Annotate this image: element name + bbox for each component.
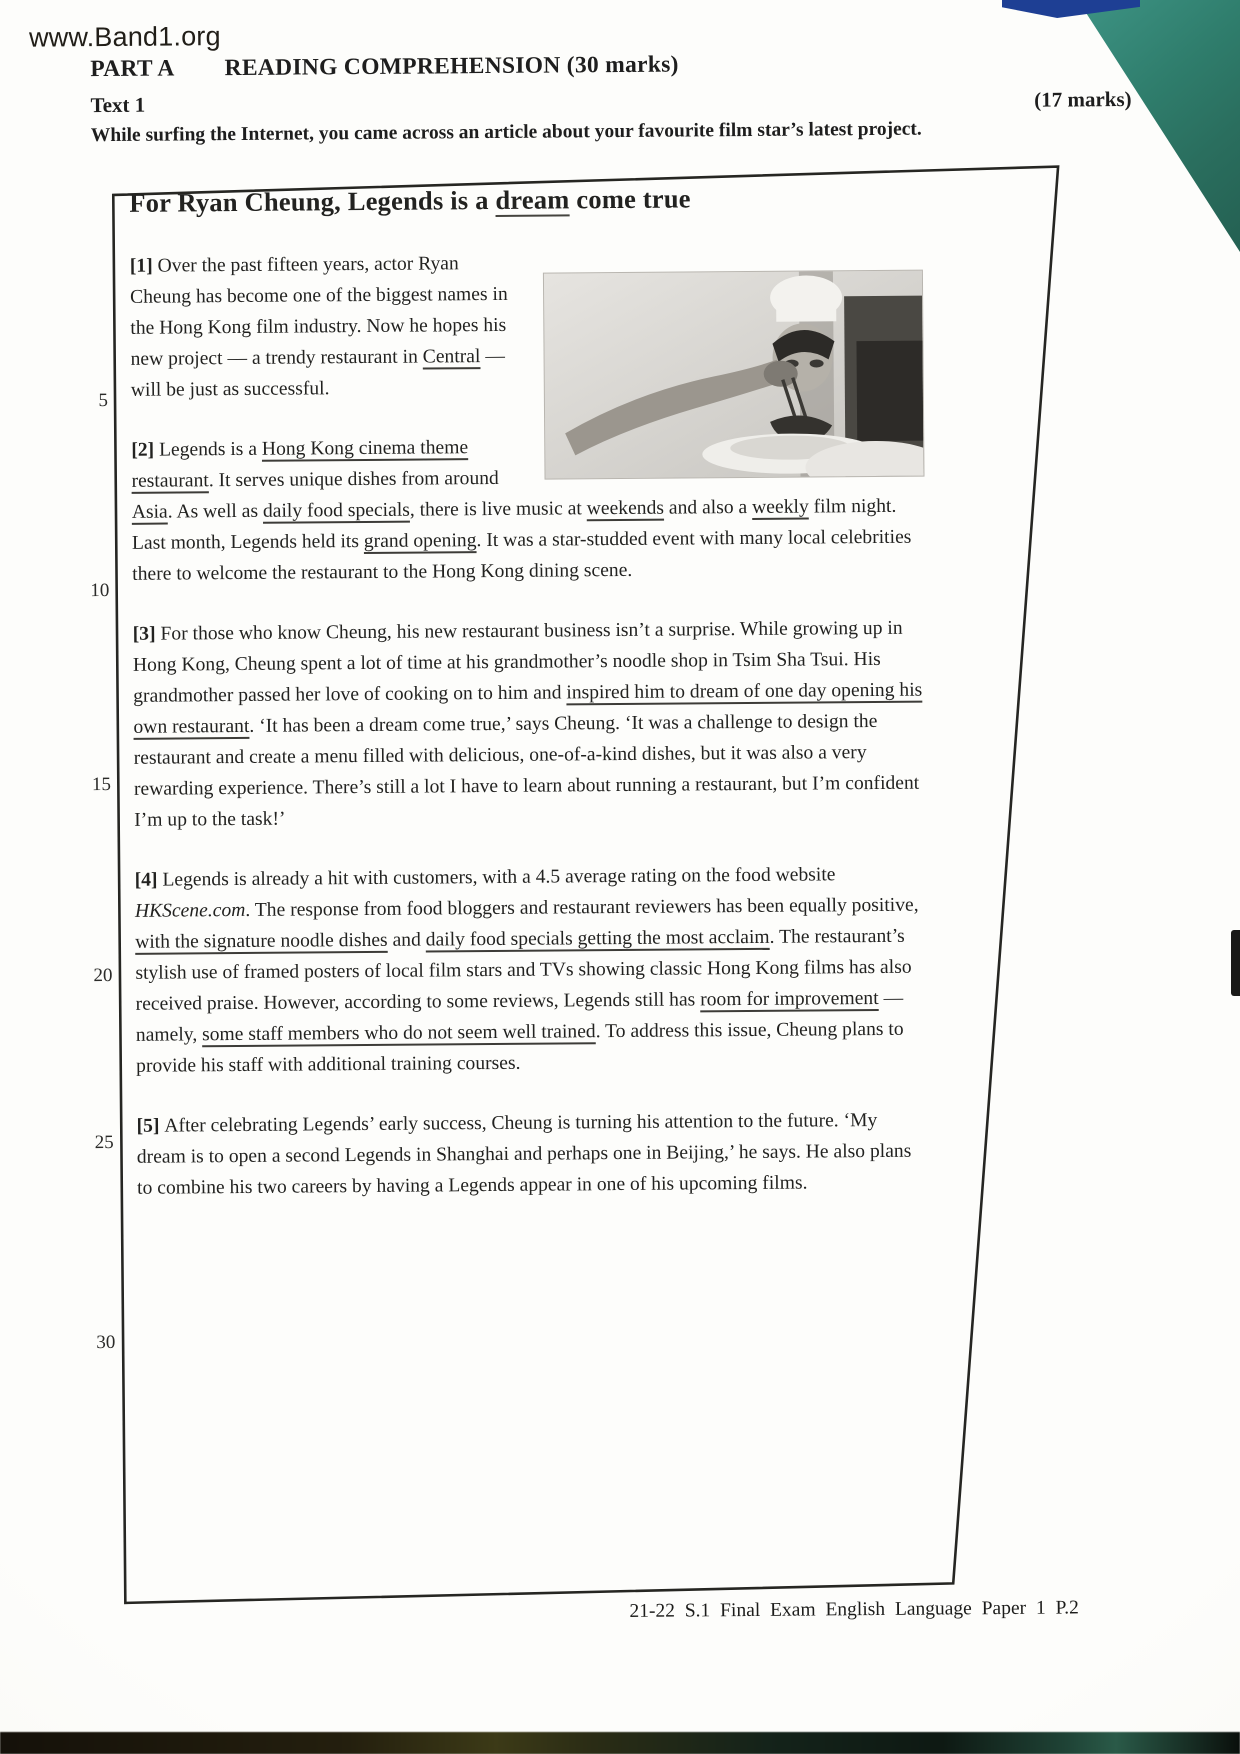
- chef-photo-graphic: [544, 271, 924, 479]
- line-number: 30: [96, 1331, 116, 1354]
- text-run: — namely,: [135, 987, 904, 1046]
- text-run: and: [387, 929, 426, 951]
- italic-text: HKScene.com: [134, 899, 246, 922]
- underlined-phrase: weekly: [752, 496, 809, 518]
- text-run: After celebrating Legends’ early success, Cheung is turning his attention to the future. ‘My dream is to open a second Legends in Shanghai and perhaps one in Beijing,’ he says. He also plans to combine his two careers by having a Legends appear in one of his upcoming films.: [136, 1109, 912, 1199]
- underlined-phrase: room for improvement: [700, 987, 879, 1011]
- paragraph-marker: [2]: [131, 439, 160, 461]
- text-run: Over the past fifteen years, actor Ryan Cheung has become one of the biggest names in the Hong Kong film industry. Now he hopes his new project — a trendy restaurant in: [130, 253, 508, 370]
- underlined-phrase: Central: [422, 346, 481, 368]
- line-number-gutter: [78, 172, 117, 1602]
- underlined-phrase: inspired him to dream of one day opening his own restaurant: [133, 679, 923, 738]
- text-run: and also a: [663, 496, 753, 519]
- page-footer: 21-22 S.1 Final Exam English Language Paper 1 P.2: [629, 1597, 1079, 1622]
- text-run: . The restaurant’s stylish use of framed posters of local film stars and TVs showing classic Hong Kong films has also received praise. However, according to some reviews, Legends still has: [135, 925, 912, 1015]
- paragraph-marker: [1]: [129, 255, 158, 277]
- line-number: 5: [98, 390, 108, 412]
- underlined-phrase: weekends: [586, 497, 665, 520]
- underlined-phrase: daily food specials: [262, 499, 410, 522]
- text-run: . As well as: [167, 500, 264, 523]
- underlined-phrase: Hong Kong cinema theme restaurant: [131, 437, 469, 492]
- paragraph-marker: [5]: [136, 1115, 165, 1137]
- article-paragraph: [135, 859, 929, 1082]
- line-number: 25: [94, 1131, 114, 1154]
- scenario-intro: While surfing the Internet, you came across an article about your favourite film star’s latest project.: [90, 118, 922, 147]
- text-label: Text 1: [90, 92, 146, 118]
- text-run: . To address this issue, Cheung plans to provide his staff with additional training courses.: [136, 1018, 904, 1077]
- underlined-phrase: with the signature noodle dishes: [135, 929, 388, 953]
- text-run: Legends is a: [158, 438, 262, 461]
- text-run: come true: [569, 183, 691, 215]
- text-run: For Ryan Cheung, Legends is a: [129, 184, 496, 218]
- text-run: For those who know Cheung, his new restaurant business isn’t a surprise. While growing up in Hong Kong, Cheung spent a lot of time at his grandmother’s noodle shop in Tsim Sha Tsui. His grandmother passed her love of cooking on to him and: [132, 617, 903, 707]
- part-label: PART A: [90, 55, 175, 83]
- text-run: . The response from food bloggers and restaurant reviewers has been equally positive,: [245, 894, 919, 921]
- text-run: , there is live music at: [409, 498, 587, 521]
- underlined-phrase: daily food specials getting the most acclaim: [425, 926, 770, 951]
- article-paragraph: [136, 1105, 929, 1204]
- underlined-phrase: Asia: [131, 501, 168, 523]
- part-heading: [90, 52, 679, 84]
- marks-label: (17 marks): [1034, 86, 1132, 112]
- text-run: Legends is already a hit with customers, with a 4.5 average rating on the food website: [162, 864, 836, 891]
- article-paragraphs: [130, 245, 929, 1204]
- watermark: www.Band1.org: [28, 21, 221, 53]
- underlined-phrase: some staff members who do not seem well trained: [202, 1021, 596, 1046]
- text-run: — will be just as successful.: [130, 345, 505, 401]
- part-title: READING COMPREHENSION (30 marks): [224, 51, 679, 82]
- paragraph-marker: [4]: [134, 869, 163, 891]
- line-number: 20: [93, 964, 113, 987]
- underlined-phrase: dream: [495, 184, 570, 215]
- article-title: [129, 182, 921, 219]
- paragraph-marker: [3]: [132, 623, 161, 645]
- line-number: 10: [90, 580, 110, 602]
- article-box: [129, 182, 929, 1233]
- chef-photo: [544, 271, 924, 479]
- text-run: . ‘It has been a dream come true,’ says Cheung. ‘It was a challenge to design the restaurant and create a menu filled with delicious, one-of-a-kind dishes, but it was also a very rewarding experience. There’s still a lot I have to learn about running a restaurant, but I’m confident I’m up to the task!’: [133, 710, 920, 831]
- text-run: . It was a star-studded event with many local celebrities there to welcome the restaurant to the Hong Kong dining scene.: [132, 526, 912, 585]
- text-run: . It serves unique dishes from around: [208, 467, 499, 492]
- line-number: 15: [91, 774, 111, 796]
- text-run: film night. Last month, Legends held its: [131, 495, 897, 554]
- article-paragraph: [133, 613, 927, 836]
- underlined-phrase: grand opening: [363, 530, 477, 553]
